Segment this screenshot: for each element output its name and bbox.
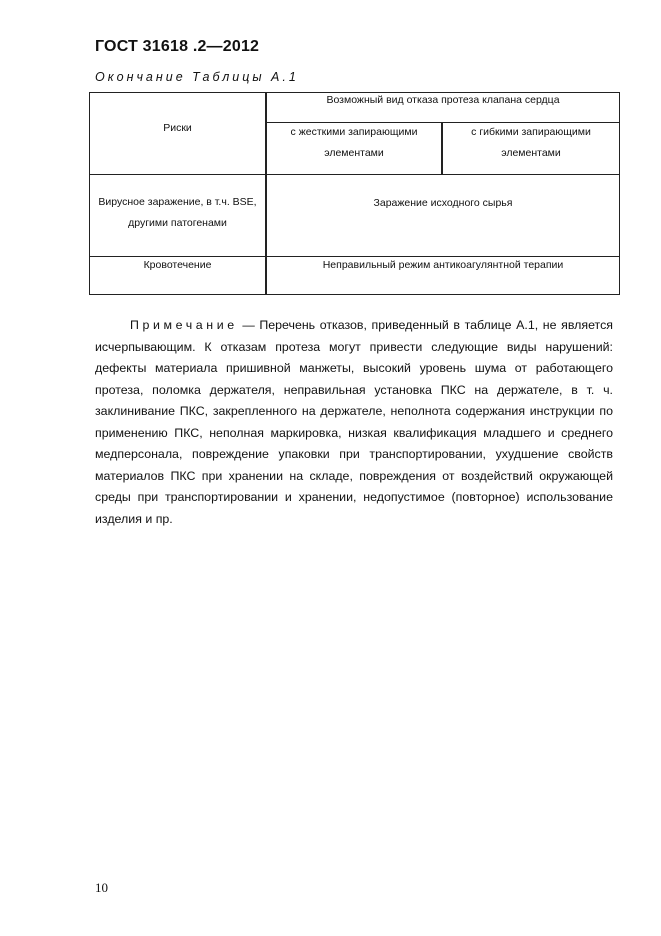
header-risks: Риски <box>163 122 192 134</box>
note-label: Примечание <box>130 318 238 332</box>
note-text: Перечень отказов, приведенный в таблице А.1, не является исчерпывающим. К отказам протеза могут привести следующие виды нарушений: дефекты материала пришивной манжеты, высокий уровень шума от работающего протеза, поломка держателя, неправильная установка ПКС на держателе, в т. ч. заклинивание ПКС, закрепленного на держателе, неполнота содержания инструкции по применению ПКС, неполная маркировка, низкая квалификация младшего и среднего медперсонала, повреждение упаковки при транспортировании, ухудшение свойств материалов ПКС при хранении на складе, повреждения от воздействий окружающей среды при транспортировании и хранении, недопустимое (повторное) использование изделия и пр. <box>95 318 613 526</box>
document-title: ГОСТ 31618 .2—2012 <box>95 38 260 55</box>
table-caption: Окончание Таблицы А.1 <box>95 70 299 84</box>
page-number: 10 <box>95 880 108 895</box>
row-risk-bleeding: Кровотечение <box>143 259 212 271</box>
header-rigid-elements: с жесткими запирающими элементами <box>290 126 418 159</box>
row-failure-anticoagulant: Неправильный режим антикоагулянтной терапии <box>322 259 564 271</box>
row-risk-viral: Вирусное заражение, в т.ч. BSE, другими патогенами <box>98 196 257 229</box>
table-note <box>95 315 613 530</box>
note-dash: — <box>237 318 260 332</box>
header-failure-type: Возможный вид отказа протеза клапана сердца <box>326 94 560 106</box>
row-failure-raw-material: Заражение исходного сырья <box>373 197 513 209</box>
header-flexible-elements: с гибкими запирающими элементами <box>471 126 591 159</box>
